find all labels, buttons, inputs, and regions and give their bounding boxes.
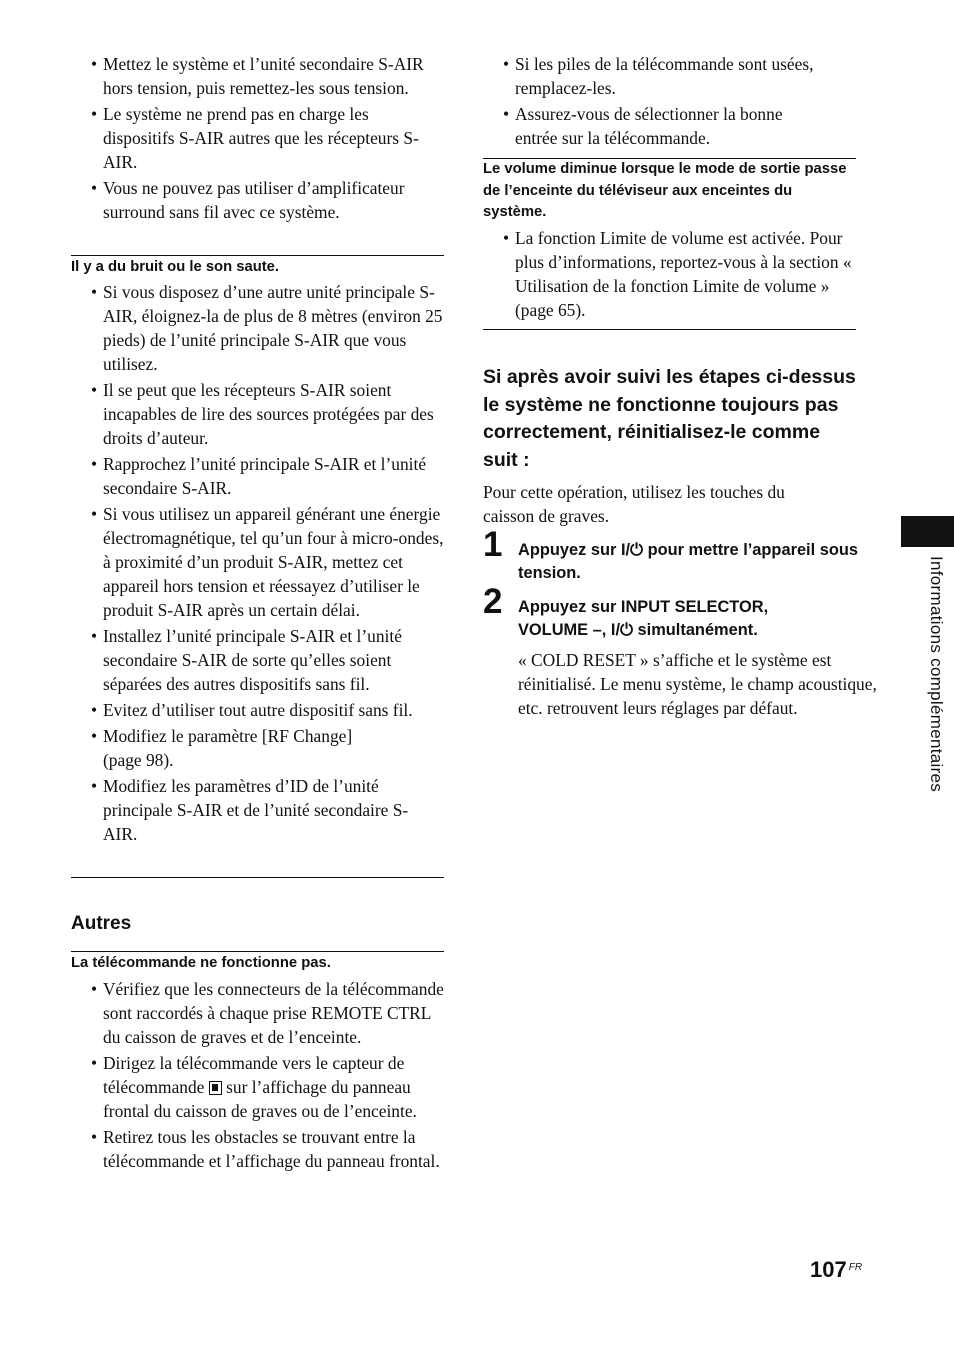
remote-sensor-icon — [209, 1081, 222, 1095]
list-item: • Retirez tous les obstacles se trouvant entre la télécommande et l’affichage du panneau frontal. — [71, 1125, 444, 1173]
list-item: • Assurez-vous de sélectionner la bonne entrée sur la télécommande. — [483, 102, 856, 150]
noise-bullet-list — [71, 280, 444, 848]
list-item: • Vérifiez que les connecteurs de la télécommande sont raccordés à chaque prise REMOTE CTRL du caisson de graves et de l’enceinte. — [71, 977, 444, 1049]
step-text-part: pour mettre l’appareil sous tension. — [518, 541, 858, 582]
power-icon: I/⏻ — [610, 621, 633, 639]
list-item: • Installez l’unité principale S-AIR et l’unité secondaire S-AIR de sorte qu’elles soient séparées des autres dispositifs sans fil. — [71, 624, 444, 696]
remote-heading: La télécommande ne fonctionne pas. — [71, 955, 331, 971]
step-text-part: simultanément. — [637, 621, 758, 639]
step-note: « COLD RESET » s’affiche et le système est réinitialisé. Le menu système, le champ acoustique, etc. retrouvent leurs réglages par défaut. — [518, 650, 877, 718]
reset-heading: Si après avoir suivi les étapes ci-dessus le système ne fonctionne toujours pas correctement, réinitialisez-le comme suit : — [483, 366, 856, 471]
noise-heading: Il y a du bruit ou le son saute. — [71, 259, 280, 275]
page-number-value: 107 — [810, 1257, 847, 1282]
list-item-text: sur l’affichage du panneau frontal du caisson de graves ou de l’enceinte. — [103, 1077, 417, 1121]
list-item: • Le système ne prend pas en charge les dispositifs S-AIR autres que les récepteurs S-AIR. — [71, 102, 444, 174]
others-section-title: Autres — [71, 913, 132, 934]
list-item: • Modifiez les paramètres d’ID de l’unité principale S-AIR et de l’unité secondaire S-AIR. — [71, 774, 444, 846]
volume-heading: Le volume diminue lorsque le mode de sortie passe de l’enceinte du téléviseur aux enceintes du système. — [483, 161, 847, 220]
side-tab-marker — [901, 516, 954, 547]
list-item: • Evitez d’utiliser tout autre dispositif sans fil. — [71, 698, 444, 722]
list-item — [71, 1051, 444, 1123]
step-1 — [483, 525, 891, 585]
list-item: • Si les piles de la télécommande sont usées, remplacez-les. — [483, 52, 856, 100]
section-divider — [71, 951, 444, 952]
remote-bullet-list — [71, 977, 444, 1175]
reset-intro: Pour cette opération, utilisez les touches du caisson de graves. — [483, 482, 785, 526]
page-language-suffix: FR — [848, 1262, 863, 1273]
step-text — [518, 539, 891, 585]
list-item: • Il se peut que les récepteurs S-AIR soient incapables de lire des sources protégées par des droits d’auteur. — [71, 378, 444, 450]
step-number: 1 — [483, 525, 503, 564]
step-text-part: Appuyez sur — [518, 541, 617, 559]
list-item: • Vous ne pouvez pas utiliser d’amplificateur surround sans fil avec ce système. — [71, 176, 444, 224]
power-icon: I/⏻ — [620, 541, 644, 559]
list-item: • Rapprochez l’unité principale S-AIR et l’unité secondaire S-AIR. — [71, 452, 444, 500]
list-item: • Modifiez le paramètre [RF Change] (page 98). — [71, 724, 444, 772]
section-divider — [71, 255, 444, 256]
step-text — [518, 596, 891, 642]
remote-bullet-list-continued — [483, 52, 856, 152]
step-number: 2 — [483, 582, 503, 621]
volume-bullet-list — [483, 226, 856, 324]
side-tab-label: Informations complémentaires — [927, 556, 946, 793]
step-2 — [483, 582, 891, 720]
step-text-part: Appuyez sur INPUT SELECTOR, VOLUME –, — [518, 598, 769, 639]
page-number — [810, 1257, 862, 1283]
intro-bullet-list — [71, 52, 444, 226]
list-item: • Si vous disposez d’une autre unité principale S-AIR, éloignez-la de plus de 8 mètres (environ 25 pieds) de l’unité principale S-AIR que vous utilisez. — [71, 280, 444, 376]
section-divider — [483, 329, 856, 330]
list-item: • La fonction Limite de volume est activée. Pour plus d’informations, reportez-vous à la section « Utilisation de la fonction Limite de volume » (page 65). — [483, 226, 856, 322]
list-item-text: Dirigez la télécommande vers le capteur de télécommande — [103, 1053, 405, 1097]
section-divider — [71, 877, 444, 878]
list-item: • Si vous utilisez un appareil générant une énergie électromagnétique, tel qu’un four à micro-ondes, à proximité d’un produit S-AIR, mettez cet appareil hors tension et réessayez d’utiliser le produit S-AIR après un certain délai. — [71, 502, 444, 622]
list-item: • Mettez le système et l’unité secondaire S-AIR hors tension, puis remettez-les sous tension. — [71, 52, 444, 100]
